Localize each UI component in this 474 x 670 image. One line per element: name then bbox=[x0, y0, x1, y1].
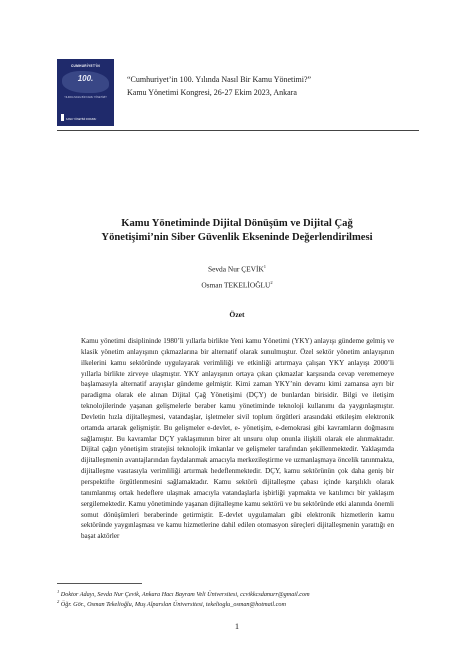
footnote-1-text: Doktor Adayı, Sevda Nur Çevik, Ankara Hacı Bayram Veli Üniversitesi, ccvikkcsdanurr@gmail.com bbox=[60, 591, 310, 599]
cover-number: 100. bbox=[77, 74, 94, 83]
abstract-heading: Özet bbox=[229, 310, 245, 319]
footnote-divider bbox=[57, 583, 142, 584]
cover-logo-text: KAMU YÖNETİMİ FORUMU bbox=[66, 117, 97, 121]
paper-title-line-1: Kamu Yönetiminde Dijital Dönüşüm ve Dijital Çağ bbox=[121, 218, 353, 229]
author-1-name: Sevda Nur ÇEVİK bbox=[207, 264, 264, 274]
cover-logo-icon bbox=[61, 114, 64, 121]
abstract-text: Kamu yönetimi disiplininde 1980’li yıllarla birlikte Yeni kamu Yönetimi (YKY) anlayışı gündeme gelmiş ve klasik yönetim anlayışının çıkmazlarına bir alternatif olarak sunulmuştur. Özel sektör yönetim anlayışının ilkelerini kamu sektöründe uygulayarak verimliliği ve etkinliği artırmaya çalışan YKY anlayışı 2000’li yıllarla birlikte zirveye ulaşmıştır. YKY anlayışının ortaya çıkan çıkmazlar karşısında cevap verememeye başlamasıyla alternatif arayışlar gündeme gelmiştir. Kimi zaman YKY’nin devamı kimi zamansa ayrı bir paradigma olarak ele alınan Dijital Çağ Yönetişimi (DÇY) de bunlardan birisidir. Bilgi ve iletişim teknolojilerinde yaşanan gelişmelerle beraber kamu yönetiminde teknoloji kullanımı da yaygınlaşmıştır. Devletin hızla dijitalleşmesi, vatandaşlar, işletmeler sivil toplum örgütleri arasındaki etkileşim elektronik ortamda artarak gelişmiştir. Bu gelişmeler e-devlet, e- yönetişim, e-demokrasi gibi kavramların doğmasını sağlamıştır. Bu kavramlar DÇY yaklaşımının birer alt unsuru olup onunla ilişkili olarak ele alınmaktadır. Dijital çağın yönetişim stratejisi teknolojik imkanlar ve gelişmeler tarafından şekillenmektedir. Yaklaşımda dijitalleşmenin avantajlarından faydalanmak amacıyla merkezileştirme ve uzmanlaşmaya öncelik tanınmakta, dijitalleşme vasıtasıyla verimliliği artırmak hedeflenmektedir. DÇY, kamu sektörünün çok daha geniş bir perspektifte örgütlenmesini sağlamaktadır. Kamu sektörü dijitalleşme çabası içinde karşılıklı olarak tanımlanmış ortak hedeflere ulaşmak amacıyla vatandaşlarla işbirliği yapmakta ve katılımcı bir yaklaşım sergilemektedir. Kamu yönetiminde yaşanan dijitalleşme kamu sektörü ve bu sektöründe etki alanında önemli somut dönüşümleri beraberinde getirmiştir. E-devlet uygulamaları gibi elektronik hizmetlerin kamu sektöründe yaygınlaşması ve kamu hizmetlerine dahil edilen otomasyon süreçleri dijitalleşmenin yarattığı en başat aktörler bbox=[81, 337, 394, 541]
conference-header bbox=[127, 74, 427, 99]
author-2-name: Osman TEKELİOĞLU bbox=[201, 280, 271, 290]
book-cover-image bbox=[57, 59, 114, 126]
author-1-footnote-mark: 1 bbox=[263, 264, 267, 269]
conference-title: “Cumhuriyet’in 100. Yılında Nasıl Bir Kamu Yönetimi?” bbox=[127, 75, 312, 84]
footnote-2-text: Öğr. Gör., Osman Tekelioğlu, Muş Alparslan Üniversitesi, tekelioglu_osman@hotmail.com bbox=[60, 601, 286, 609]
author-2-footnote-mark: 2 bbox=[270, 280, 273, 285]
author-1 bbox=[0, 264, 474, 273]
author-2 bbox=[0, 280, 474, 289]
header-divider bbox=[57, 130, 419, 131]
footnote-1-mark: 1 bbox=[57, 589, 60, 594]
paper-title bbox=[60, 217, 414, 245]
footnote-2 bbox=[57, 597, 286, 609]
conference-details: Kamu Yönetimi Kongresi, 26-27 Ekim 2023, Ankara bbox=[127, 87, 297, 97]
paper-title-line-2: Yönetişimi’nin Siber Güvenlik Ekseninde Değerlendirilmesi bbox=[101, 232, 373, 243]
cover-top-text: CUMHURİYET'İN bbox=[70, 64, 101, 68]
cover-subtitle: YILINDA NASIL BİR KAMU YÖNETİMİ? bbox=[64, 96, 107, 99]
footnote-2-mark: 2 bbox=[57, 599, 60, 604]
page-number: 1 bbox=[234, 621, 240, 631]
